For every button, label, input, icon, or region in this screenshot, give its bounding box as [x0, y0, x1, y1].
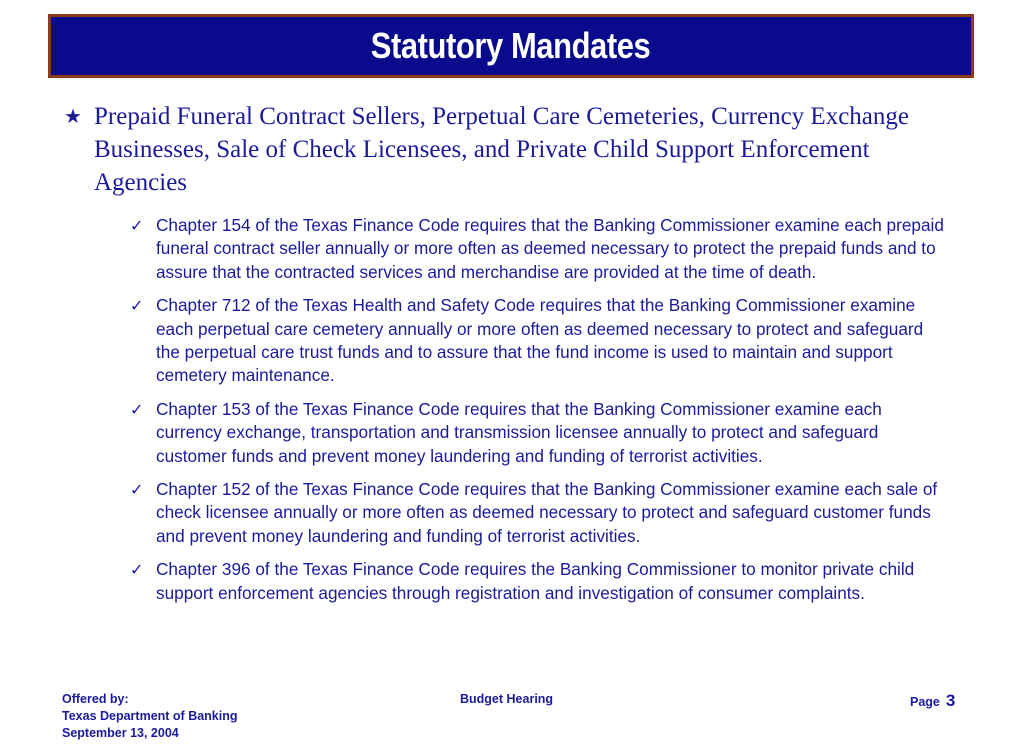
sub-bullet-item	[130, 558, 950, 605]
title-bar	[48, 14, 974, 78]
sub-bullet-list	[130, 214, 950, 615]
sub-bullet-item	[130, 214, 950, 284]
sub-bullet-text: Chapter 154 of the Texas Finance Code requires that the Banking Commissioner examine each prepaid funeral contract seller annually or more often as deemed necessary to protect the prepaid funds and to assure that the contracted services and merchandise are provided at the time of death.	[156, 215, 944, 282]
sub-bullet-item	[130, 398, 950, 468]
sub-bullet-text: Chapter 396 of the Texas Finance Code requires the Banking Commissioner to monitor private child support enforcement agencies through registration and investigation of consumer complaints.	[156, 559, 915, 603]
checkmark-icon: ✓	[130, 480, 144, 500]
footer-event: Budget Hearing	[460, 692, 554, 706]
footer-left	[62, 691, 238, 742]
checkmark-icon: ✓	[130, 399, 144, 419]
sub-bullet-item	[130, 294, 950, 388]
main-bullet-text: Prepaid Funeral Contract Sellers, Perpetual Care Cemeteries, Currency Exchange Businesses, Sale of Check Licensees, and Private Child Support Enforcement Agencies	[94, 103, 909, 196]
page-label: Page	[910, 695, 940, 709]
footer-center	[460, 691, 553, 708]
checkmark-icon: ✓	[130, 296, 144, 316]
checkmark-icon: ✓	[130, 216, 144, 235]
footer-date: September 13, 2004	[62, 726, 179, 740]
footer-offered-by: Offered by:	[62, 692, 129, 706]
star-icon: ★	[64, 104, 82, 128]
page-indicator	[910, 692, 955, 711]
sub-bullet-text: Chapter 152 of the Texas Finance Code requires that the Banking Commissioner examine each sale of check licensee annually or more often as deemed necessary to protect and safeguard customer funds and prevent money laundering and funding of terrorist activities.	[156, 479, 938, 546]
footer-organization: Texas Department of Banking	[62, 709, 238, 723]
sub-bullet-text: Chapter 153 of the Texas Finance Code requires that the Banking Commissioner examine each currency exchange, transportation and transmission licensee annually to protect and safeguard customer funds and prevent money laundering and funding of terrorist activities.	[156, 398, 882, 466]
sub-bullet-item	[130, 478, 950, 548]
checkmark-icon: ✓	[130, 560, 144, 580]
sub-bullet-text: Chapter 712 of the Texas Health and Safety Code requires that the Banking Commissioner examine each perpetual care cemetery annually or more often as deemed necessary to protect and safeguard the perpetual care trust funds and to assure that the fund income is used to maintain and support cemetery maintenance.	[156, 295, 924, 386]
main-bullet	[64, 100, 944, 199]
page-number: 3	[945, 691, 956, 710]
slide-title: Statutory Mandates	[371, 25, 651, 66]
